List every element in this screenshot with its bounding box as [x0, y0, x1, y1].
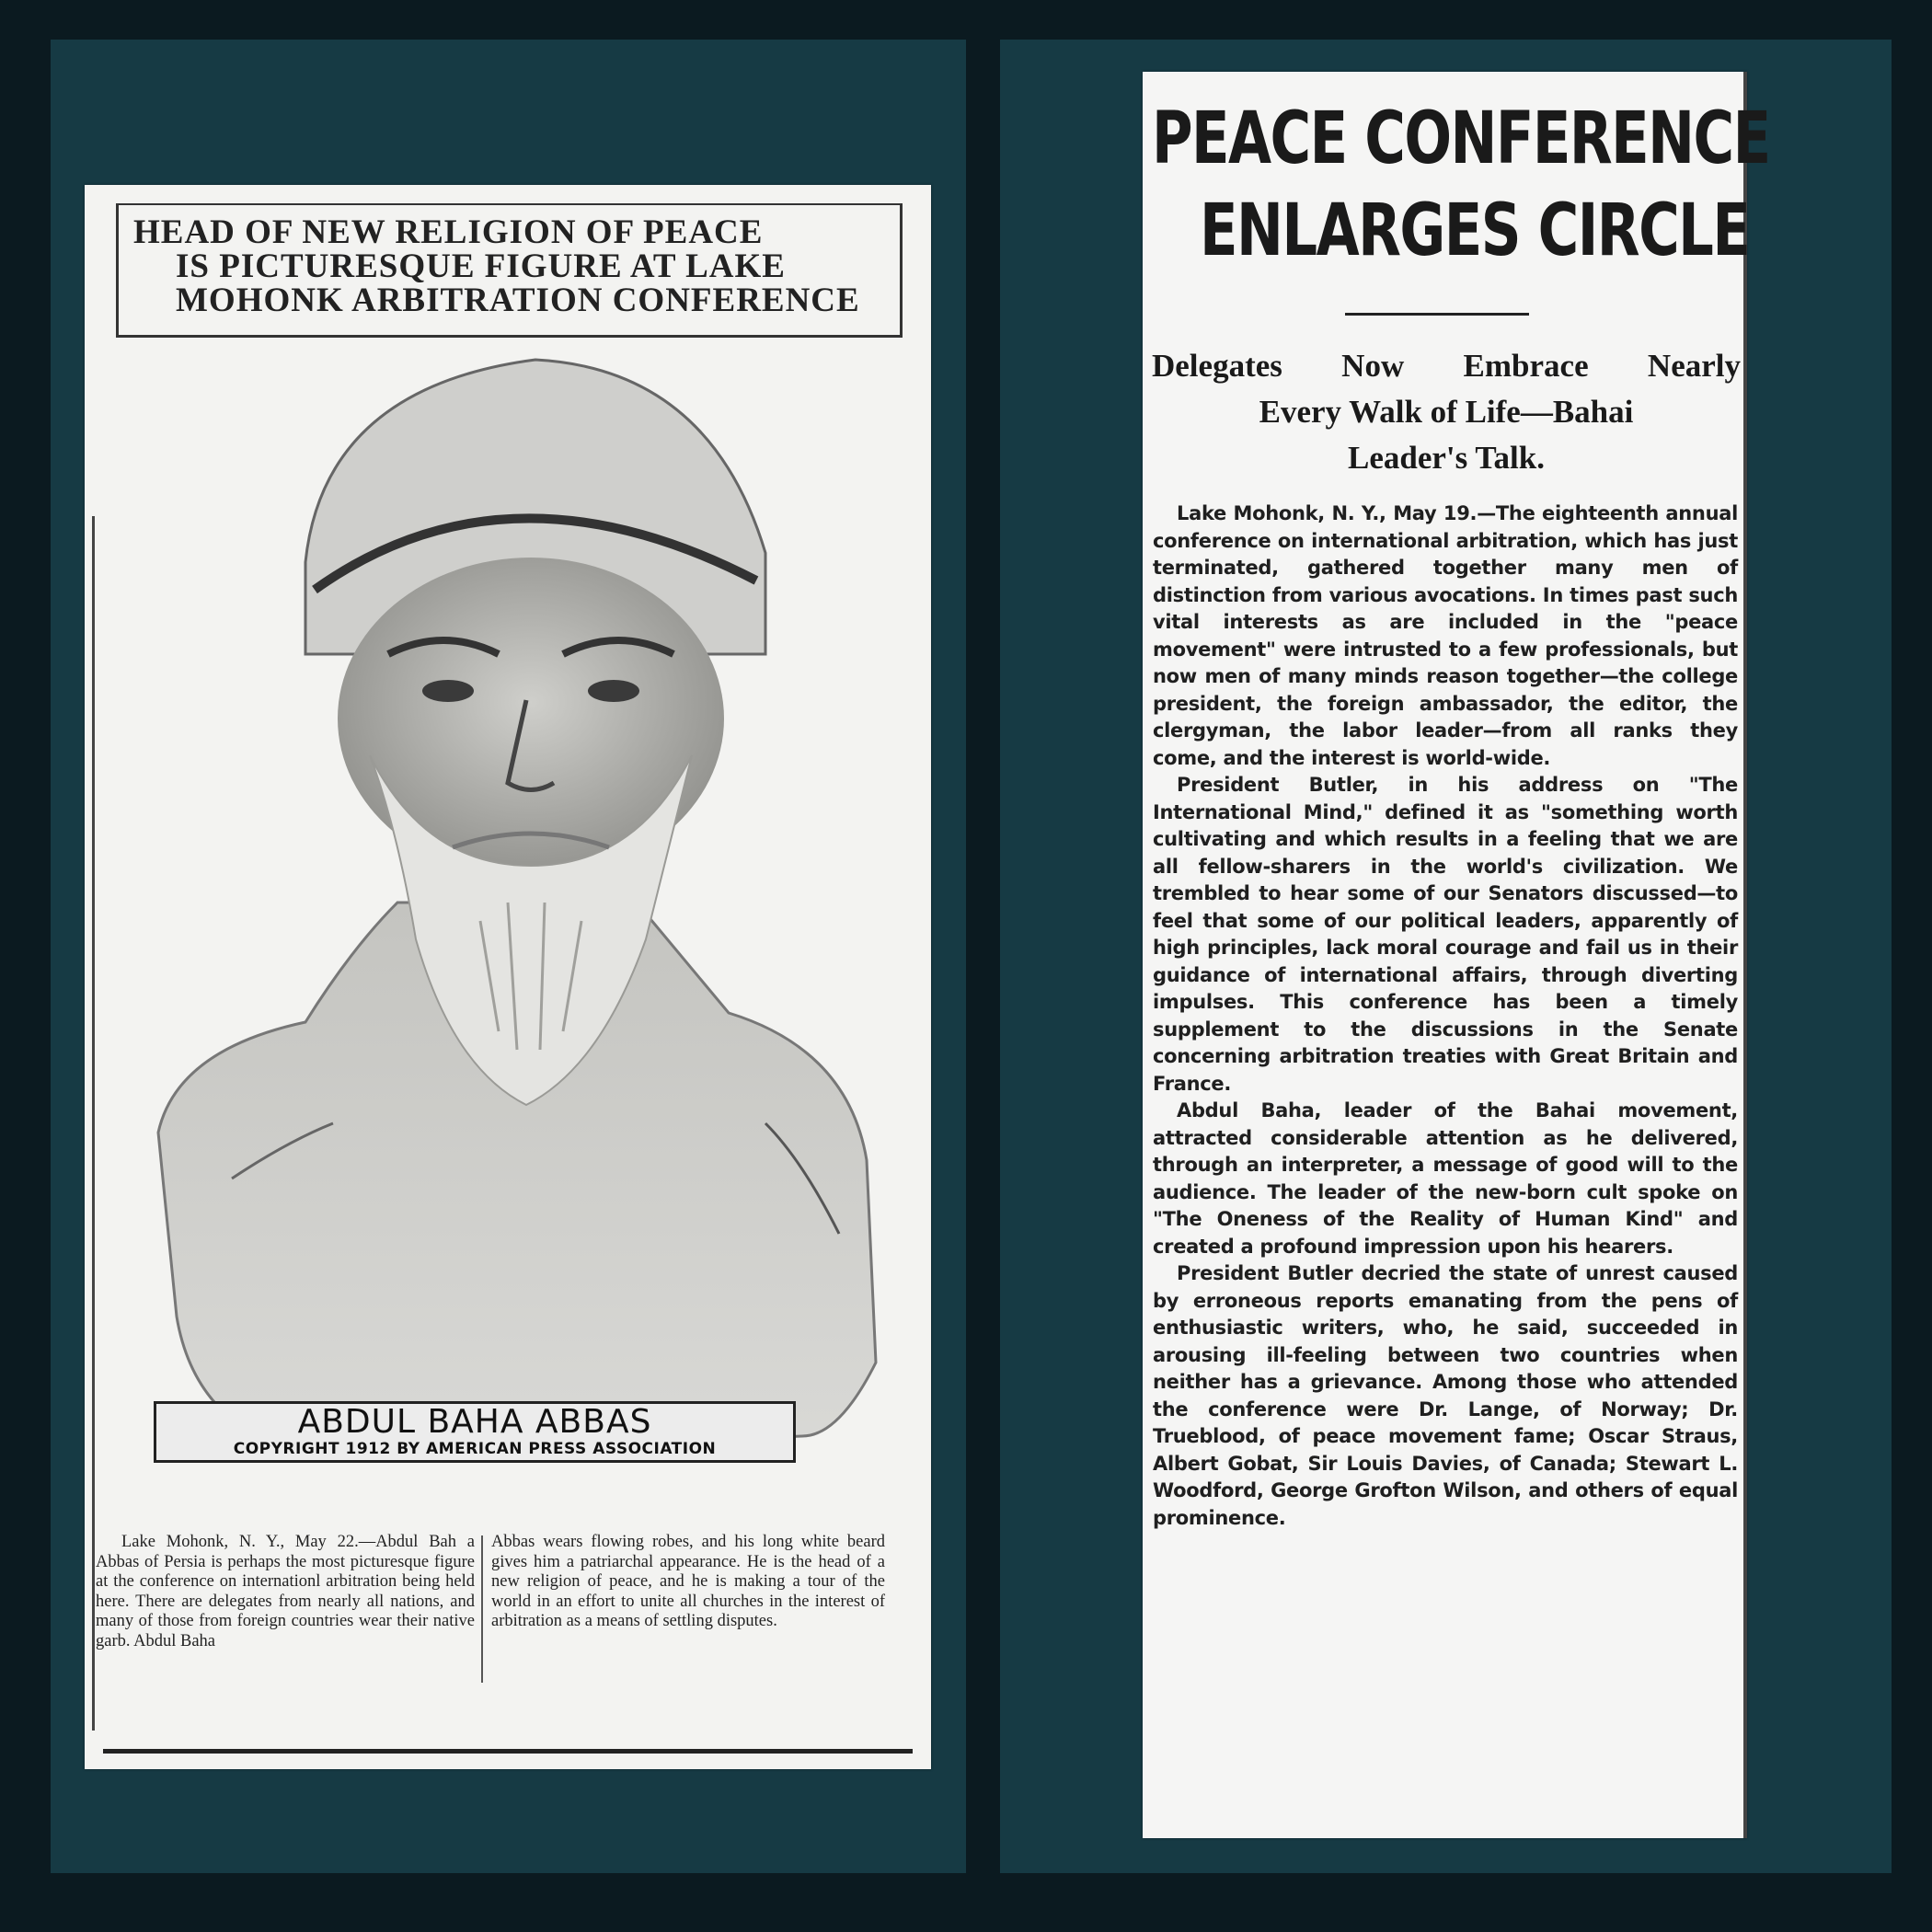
right-panel: [1000, 40, 1892, 1873]
newspaper-clipping-right: [1143, 72, 1770, 1838]
newspaper-clipping-left: [85, 185, 931, 1769]
photo-caption: [154, 1401, 796, 1463]
article-paragraph: Lake Mohonk, N. Y., May 19.—The eighteenth annual conference on international arbitration, which has just terminated, gathered together many men of distinction from various avocations. In times past such vital interests as are included in the "peace movement" were intrusted to a few professionals, but now men of many minds reason together—the college president, the foreign ambassador, the editor, the clergyman, the labor leader—from all ranks they come, and the interest is world-wide.: [1153, 502, 1738, 769]
portrait-photo: [121, 351, 903, 1519]
headline-line: PEACE CONFERENCE: [1152, 98, 1770, 180]
bottom-rule: [103, 1749, 913, 1754]
caption-copyright: COPYRIGHT 1912 BY AMERICAN PRESS ASSOCIATION: [233, 1440, 717, 1458]
caption-name: ABDUL BAHA ABBAS: [297, 1403, 652, 1441]
headline-line: MOHONK ARBITRATION CONFERENCE: [176, 282, 860, 319]
subhead-line: Every Walk of Life—Bahai: [1259, 394, 1634, 430]
portrait-illustration: [121, 351, 903, 1519]
column-rule: [92, 516, 95, 1731]
headline-box: [116, 203, 903, 338]
headline-rule: [1345, 313, 1529, 316]
article-paragraph: Abdul Baha, leader of the Bahai movement, attracted considerable attention as he delivered, through an interpreter, a message of good will to the audience. The leader of the new-born cult spoke on "The Oneness of the Reality of Human Kind" and created a profound impression upon his hearers.: [1153, 1099, 1738, 1258]
subhead-line: Delegates Now Embrace Nearly: [1152, 348, 1741, 384]
headline-line: IS PICTURESQUE FIGURE AT LAKE: [176, 247, 786, 285]
headline-line: ENLARGES CIRCLE: [1200, 190, 1750, 272]
article-body: [1153, 500, 1738, 1532]
article-paragraph: President Butler decried the state of unrest caused by erroneous reports emanating from the pens of enthusiastic writers, who, he said, succeeded in arousing ill-feeling between two countries when neither has a grievance. Among those who attended the conference were Dr. Lange, of Norway; Dr. Trueblood, of peace movement fame; Oscar Straus, Albert Gobat, Sir Louis Davies, of Canada; Stewart L. Woodford, George Grofton Wilson, and others of equal prominence.: [1153, 1262, 1738, 1529]
article-column: Lake Mohonk, N. Y., May 22.—Abdul Bah a Abbas of Persia is perhaps the most picturesque figure at the conference on internationl arbitration being held here. There are delegates from nearly all nations, and many of those from foreign countries wear their native garb. Abdul Baha: [96, 1533, 475, 1650]
subhead-line: Leader's Talk.: [1348, 440, 1545, 476]
article-paragraph: President Butler, in his address on "The International Mind," defined it as "something worth cultivating and which results in a feeling that we are all fellow-sharers in the world's civilization. We trembled to hear some of our Senators discussed—to feel that some of our political leaders, apparently of high principles, lack moral courage and fail us in their guidance of international affairs, through diverting impulses. This conference has been a timely supplement to the discussions in the Senate concerning arbitration treaties with Great Britain and France.: [1153, 774, 1738, 1095]
left-panel: [51, 40, 966, 1873]
headline-line: HEAD OF NEW RELIGION OF PEACE: [133, 213, 764, 251]
article-column: Abbas wears flowing robes, and his long white beard gives him a patriarchal appearance. He is the head of a new religion of peace, and he is making a tour of the world in an effort to unite all churches in the interest of arbitration as a means of settling disputes.: [491, 1533, 885, 1630]
column-divider: [481, 1535, 483, 1683]
